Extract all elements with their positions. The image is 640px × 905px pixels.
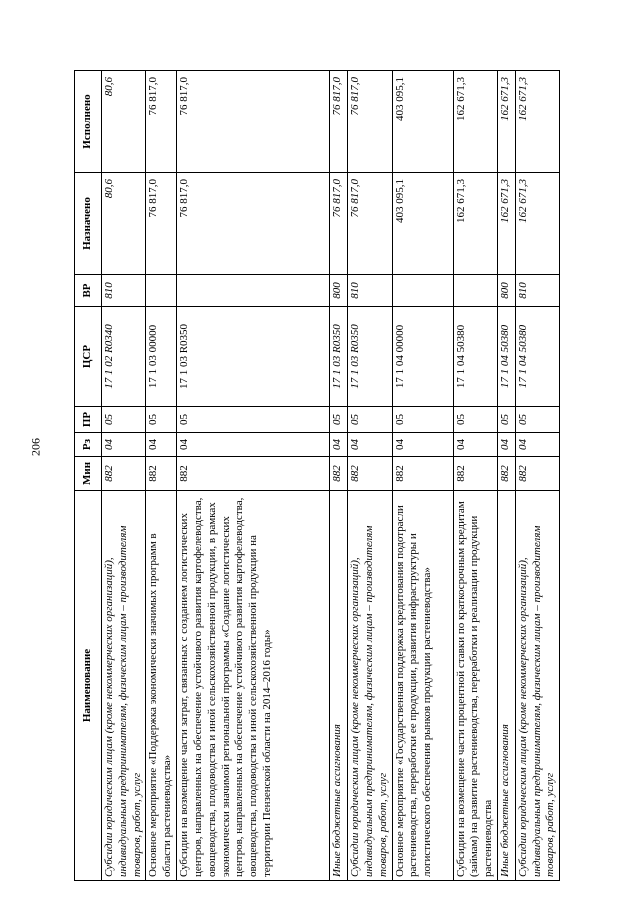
cell-assigned: 76 817,0: [177, 173, 330, 275]
cell-min: 882: [330, 457, 348, 491]
table-row: [102, 71, 146, 881]
cell-name: Субсидии юридическим лицам (кроме некоммерческих организаций), индивидуальным предпринимателям, физическим лицам – производителям товаров, работ, услуг: [348, 491, 392, 881]
cell-executed: 162 671,3: [515, 71, 559, 173]
cell-name: Основное мероприятие «Государственная поддержка кредитования подотрасли растениеводства, переработки ее продукции, развития инфраструктуры и логистического обеспечения рынков продукции растениеводства»: [392, 491, 453, 881]
cell-csr: 17 1 04 50380: [497, 307, 515, 407]
cell-executed: 76 817,0: [146, 71, 177, 173]
table-row: [177, 71, 330, 881]
header-rz: Рз: [75, 433, 102, 457]
header-vr: ВР: [75, 275, 102, 307]
header-name: Наименование: [75, 491, 102, 881]
cell-rz: 04: [515, 433, 559, 457]
cell-assigned: 80,6: [102, 173, 146, 275]
cell-rz: 04: [453, 433, 497, 457]
cell-assigned: 162 671,3: [497, 173, 515, 275]
cell-name: Субсидии на возмещение части процентной ставки по краткосрочным кредитам (займам) на развитие растениеводства, переработки и реализации продукции растениеводства: [453, 491, 497, 881]
header-min: Мин: [75, 457, 102, 491]
cell-name: Иные бюджетные ассигнования: [497, 491, 515, 881]
cell-executed: 80,6: [102, 71, 146, 173]
cell-rz: 04: [177, 433, 330, 457]
header-assigned: Назначено: [75, 173, 102, 275]
cell-vr: 810: [102, 275, 146, 307]
cell-min: 882: [453, 457, 497, 491]
cell-csr: 17 1 03 R0350: [177, 307, 330, 407]
cell-executed: 162 671,3: [497, 71, 515, 173]
header-pr: ПР: [75, 407, 102, 433]
cell-assigned: 76 817,0: [348, 173, 392, 275]
cell-executed: 76 817,0: [177, 71, 330, 173]
page-number: 206: [28, 438, 43, 456]
cell-csr: 17 1 03 R0350: [348, 307, 392, 407]
cell-executed: 162 671,3: [453, 71, 497, 173]
cell-vr: [146, 275, 177, 307]
cell-assigned: 76 817,0: [146, 173, 177, 275]
cell-csr: 17 1 04 00000: [392, 307, 453, 407]
table-row: [348, 71, 392, 881]
cell-rz: 04: [330, 433, 348, 457]
table-row: [392, 71, 453, 881]
budget-table-container: [74, 71, 560, 881]
cell-csr: 17 1 02 R0340: [102, 307, 146, 407]
cell-vr: [453, 275, 497, 307]
cell-min: 882: [515, 457, 559, 491]
cell-min: 882: [146, 457, 177, 491]
header-csr: ЦСР: [75, 307, 102, 407]
cell-name: Субсидии на возмещение части затрат, связанных с созданием логистических центров, направленных на обеспечение устойчивого развития картофелеводства, овощеводства, плодоводства и иной сельскохозяйственной продукции, в рамках экономически значимой региональной программы «Создание логистических центров, направленных на обеспечение устойчивого развития картофелеводства, овощеводства, плодоводства и иной сельскохозяйственной продукции на территории Пензенской области на 2014–2016 годы»: [177, 491, 330, 881]
cell-name: Основное мероприятие «Поддержка экономически значимых программ в области растениеводства»: [146, 491, 177, 881]
cell-name: Субсидии юридическим лицам (кроме некоммерческих организаций), индивидуальным предпринимателям, физическим лицам – производителям товаров, работ, услуг: [102, 491, 146, 881]
cell-min: 882: [177, 457, 330, 491]
cell-assigned: 403 095,1: [392, 173, 453, 275]
cell-pr: 05: [146, 407, 177, 433]
table-row: [146, 71, 177, 881]
table-row: [497, 71, 515, 881]
cell-csr: 17 1 04 50380: [453, 307, 497, 407]
cell-rz: 04: [497, 433, 515, 457]
cell-assigned: 76 817,0: [330, 173, 348, 275]
cell-executed: 76 817,0: [348, 71, 392, 173]
cell-pr: 05: [348, 407, 392, 433]
cell-min: 882: [102, 457, 146, 491]
cell-pr: 05: [177, 407, 330, 433]
cell-pr: 05: [102, 407, 146, 433]
cell-rz: 04: [392, 433, 453, 457]
cell-assigned: 162 671,3: [515, 173, 559, 275]
cell-csr: 17 1 03 00000: [146, 307, 177, 407]
cell-pr: 05: [453, 407, 497, 433]
cell-assigned: 162 671,3: [453, 173, 497, 275]
table-row: [453, 71, 497, 881]
table-row: [515, 71, 559, 881]
cell-rz: 04: [146, 433, 177, 457]
cell-vr: 810: [348, 275, 392, 307]
cell-vr: 810: [515, 275, 559, 307]
table-row: [330, 71, 348, 881]
cell-vr: 800: [330, 275, 348, 307]
cell-pr: 05: [392, 407, 453, 433]
cell-rz: 04: [102, 433, 146, 457]
cell-name: Иные бюджетные ассигнования: [330, 491, 348, 881]
cell-name: Субсидии юридическим лицам (кроме некоммерческих организаций), индивидуальным предпринимателям, физическим лицам – производителям товаров, работ, услуг: [515, 491, 559, 881]
cell-csr: 17 1 03 R0350: [330, 307, 348, 407]
cell-pr: 05: [497, 407, 515, 433]
cell-rz: 04: [348, 433, 392, 457]
cell-min: 882: [348, 457, 392, 491]
budget-table: [74, 70, 560, 881]
cell-vr: [177, 275, 330, 307]
table-header-row: [75, 71, 102, 881]
cell-min: 882: [497, 457, 515, 491]
cell-min: 882: [392, 457, 453, 491]
cell-pr: 05: [515, 407, 559, 433]
cell-vr: [392, 275, 453, 307]
cell-pr: 05: [330, 407, 348, 433]
cell-executed: 76 817,0: [330, 71, 348, 173]
cell-csr: 17 1 04 50380: [515, 307, 559, 407]
cell-executed: 403 095,1: [392, 71, 453, 173]
cell-vr: 800: [497, 275, 515, 307]
header-executed: Исполнено: [75, 71, 102, 173]
